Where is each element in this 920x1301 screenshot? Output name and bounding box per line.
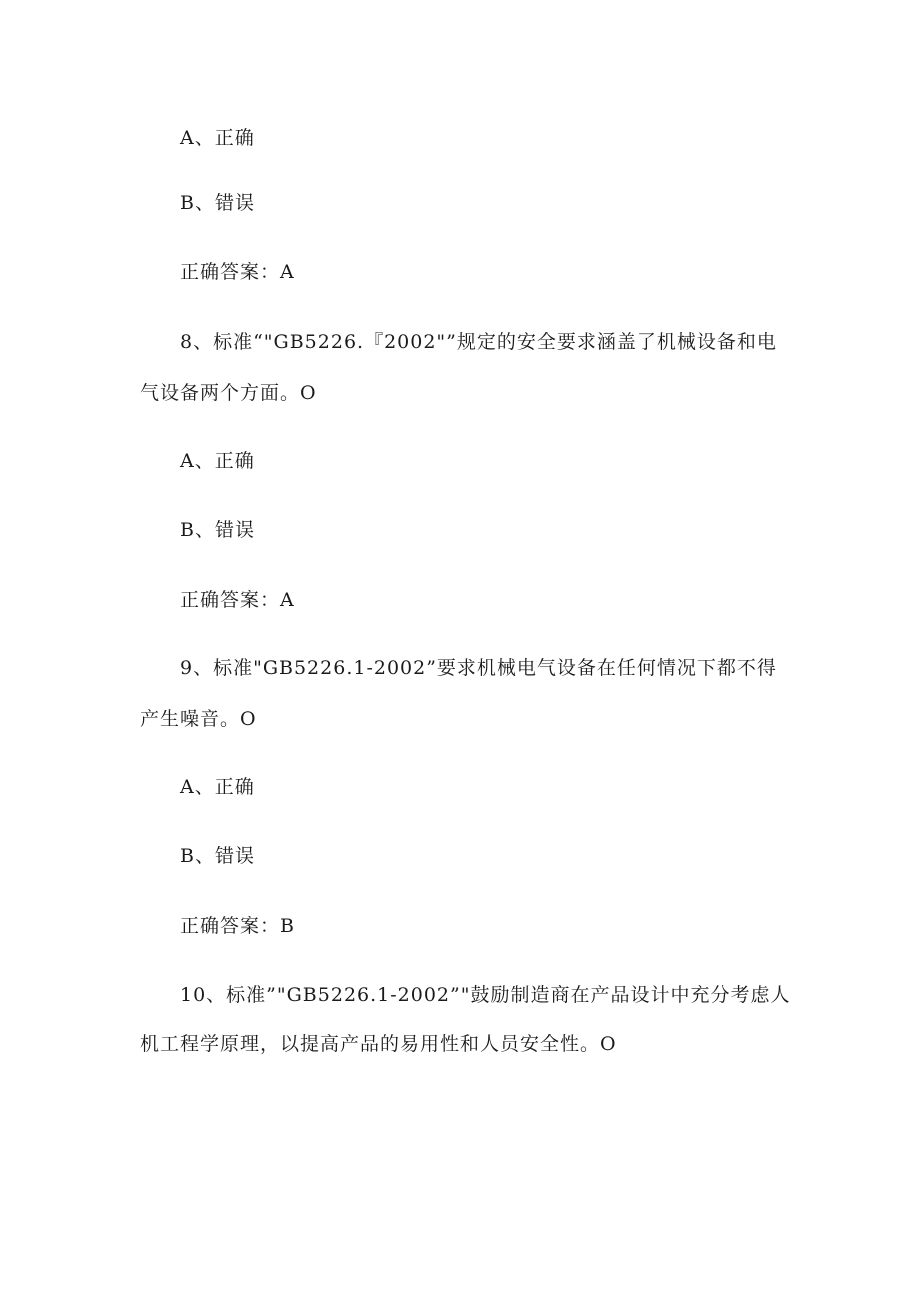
q10-text-line2: 机工程学原理，以提高产品的易用性和人员安全性。O — [140, 1033, 617, 1055]
q7-option-b: B、错误 — [180, 192, 255, 214]
q10-text-line1: 10、标准”"GB5226.1-2002”"鼓励制造商在产品设计中充分考虑人 — [180, 984, 791, 1006]
q8-option-b: B、错误 — [180, 519, 255, 541]
q9-text-line1: 9、标准"GB5226.1-2002”要求机械电气设备在任何情况下都不得 — [180, 657, 777, 679]
q8-option-a: A、正确 — [180, 450, 255, 472]
q8-answer: 正确答案：A — [180, 589, 295, 611]
q9-option-a: A、正确 — [180, 776, 255, 798]
q8-text-line2: 气设备两个方面。O — [140, 382, 317, 404]
q9-answer: 正确答案：B — [180, 915, 295, 937]
q9-option-b: B、错误 — [180, 845, 255, 867]
q7-option-a: A、正确 — [180, 127, 255, 149]
q7-answer: 正确答案：A — [180, 261, 295, 283]
q8-text-line1: 8、标准“"GB5226.『2002"”规定的安全要求涵盖了机械设备和电 — [180, 331, 777, 353]
q9-text-line2: 产生噪音。O — [140, 708, 257, 730]
